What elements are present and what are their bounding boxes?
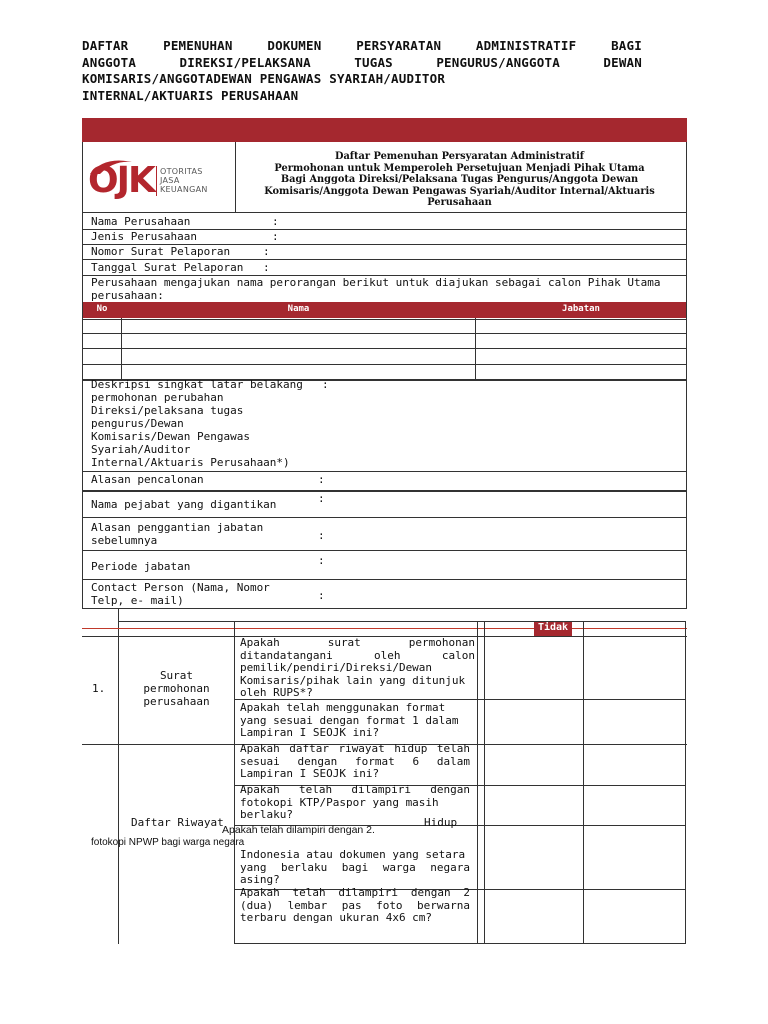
col-header-jabatan: Jabatan	[562, 304, 600, 314]
item-1-q1-line-5: oleh RUPS*?	[240, 686, 313, 699]
form-header-line-1: Daftar Pemenuhan Persyaratan Administratif	[334, 151, 585, 162]
item-2-q2-line-2: fotokopi KTP/Paspor yang masih	[240, 795, 439, 809]
label-nama-pejabat: Nama pejabat yang digantikan	[91, 498, 277, 511]
colon-periode: :	[318, 554, 325, 567]
label-alasan-pencalonan: Alasan pencalonan	[91, 473, 204, 486]
item-1-document	[120, 669, 233, 708]
item-2-q1-line-2: sesuai dengan format 6 dalam	[240, 754, 470, 768]
item-2-q4-line-2: (dua) lembar pas foto berwarna	[240, 898, 470, 912]
title-line-1: DAFTAR PEMENUHAN DOKUMEN PERSYARATAN ADMINISTRATIF BAGI	[82, 38, 642, 53]
deskripsi-line-5: Komisaris/Dewan Pengawas	[91, 430, 250, 443]
item-1-doc-line-3: perusahaan	[143, 695, 210, 708]
colon-contact: :	[318, 589, 325, 602]
item-2-q3-overlay: Apakah telah dilampiri dengan 2.	[222, 824, 375, 836]
item-1-q1-line-2: ditandatangani oleh calon	[240, 648, 475, 662]
logo-mark: OJK	[88, 160, 154, 201]
tidak-label: Tidak	[537, 622, 569, 633]
item-2-q3-line-2: yang berlaku bagi warga negara	[240, 860, 470, 874]
item-2-question-3	[240, 849, 470, 887]
item-2-q2-line-1: Apakah telah dilampiri dengan	[240, 783, 470, 796]
item-1-q1-line-4: Komisaris/pihak lain yang ditunjuk	[240, 673, 466, 687]
colon-alasan-penggantian: :	[318, 529, 325, 542]
contact-line-1: Contact Person (Nama, Nomor	[91, 581, 270, 594]
col-header-nama: Nama	[287, 304, 310, 314]
item-2-document: Daftar Riwayat	[131, 816, 224, 829]
label-nama-perusahaan: Nama Perusahaan	[91, 215, 191, 228]
form-header-line-4: Komisaris/Anggota Dewan Pengawas Syariah/Auditor Internal/Aktuaris	[264, 185, 655, 197]
intro-line-2: perusahaan:	[91, 289, 164, 302]
candidate-table	[82, 318, 687, 381]
deskripsi-line-7: Internal/Aktuaris Perusahaan*)	[91, 456, 290, 469]
deskripsi-line-6: Syariah/Auditor	[91, 443, 191, 456]
deskripsi-line-4: pengurus/Dewan	[91, 417, 184, 430]
label-contact	[91, 581, 270, 607]
item-2-q4-line-3: terbaru dengan ukuran 4x6 cm?	[240, 911, 433, 924]
colon-tanggal-surat: :	[263, 261, 270, 274]
item-1-number: 1.	[92, 682, 106, 695]
label-tanggal-surat: Tanggal Surat Pelaporan	[91, 261, 244, 274]
contact-line-2: Telp, e- mail)	[91, 594, 184, 607]
table-row	[82, 348, 687, 349]
item-2-q4-line-1: Apakah telah dilampiri dengan 2	[240, 886, 470, 899]
alasan-penggantian-line-2: sebelumnya	[91, 534, 158, 547]
intro-text	[91, 276, 661, 302]
item-1-q2-line-3: Lampiran I SEOJK ini?	[240, 726, 380, 739]
alasan-penggantian-line-1: Alasan penggantian jabatan	[91, 521, 264, 534]
item-2-question-4	[240, 887, 470, 925]
ojk-logo	[86, 154, 226, 204]
item-1-doc-line-2: permohonan	[143, 682, 210, 695]
header-red-bar	[82, 118, 687, 142]
item-1-q1-line-3: pemilik/pendiri/Direksi/Dewan	[240, 661, 433, 674]
colon-nomor-surat: :	[263, 245, 270, 258]
form-header-line-2: Permohonan untuk Memperoleh Persetujuan Menjadi Pihak Utama	[274, 162, 645, 174]
item-2-q1-line-1: Apakah daftar riwayat hidup telah	[240, 742, 470, 755]
document-title	[82, 38, 642, 104]
item-1-doc-line-1: Surat	[159, 669, 194, 682]
table-row	[82, 333, 687, 334]
colon-nama-pejabat: :	[318, 492, 325, 505]
item-1-q1-line-1: Apakah surat permohonan	[240, 636, 475, 649]
item-1-q2-line-1: Apakah telah menggunakan format	[240, 701, 446, 714]
item-2-q3-line-3: asing?	[240, 873, 280, 886]
intro-line-1: Perusahaan mengajukan nama perorangan berikut untuk diajukan sebagai calon Pihak Utama	[91, 276, 661, 289]
colon-alasan-pencalonan: :	[318, 473, 325, 486]
form-header-line-5: Perusahaan	[427, 197, 492, 209]
title-line-4: INTERNAL/AKTUARIS PERUSAHAAN	[82, 87, 299, 103]
logo-line-2: JASA	[160, 176, 180, 185]
logo-line-1: OTORITAS	[160, 167, 203, 176]
label-nomor-surat: Nomor Surat Pelaporan	[91, 245, 231, 258]
form-header-text	[236, 151, 683, 209]
deskripsi-line-3: Direksi/pelaksana tugas	[91, 404, 244, 417]
title-line-2: ANGGOTA DIREKSI/PELAKSANA TUGAS PENGURUS/ANGGOTA DEWAN	[82, 54, 642, 70]
label-periode: Periode jabatan	[91, 560, 191, 573]
label-jenis-perusahaan: Jenis Perusahaan	[91, 230, 197, 243]
item-1-question-1	[240, 637, 475, 700]
label-alasan-penggantian	[91, 521, 263, 547]
colon-deskripsi: :	[322, 378, 329, 391]
item-2-q2-line-3: berlaku?	[240, 808, 293, 821]
colon-jenis-perusahaan: :	[272, 230, 279, 243]
item-2-hidup: Hidup	[424, 816, 458, 829]
label-deskripsi	[91, 378, 303, 469]
item-2-q3-left: fotokopi NPWP bagi warga negara	[91, 837, 245, 848]
item-1-question-2	[240, 702, 475, 740]
table-row	[82, 364, 687, 365]
item-2-q3-line-1: Indonesia atau dokumen yang setara	[240, 848, 466, 861]
deskripsi-line-2: permohonan perubahan	[91, 391, 224, 404]
item-2-q1-line-3: Lampiran I SEOJK ini?	[240, 767, 380, 780]
title-line-3: KOMISARIS/ANGGOTADEWAN PENGAWAS SYARIAH/AUDITOR	[82, 71, 446, 86]
form-header-line-3: Bagi Anggota Direksi/Pelaksana Tugas Pengurus/Anggota Dewan	[280, 174, 639, 186]
col-header-no: No	[96, 304, 108, 314]
item-1-q2-line-2: yang sesuai dengan format 1 dalam	[240, 713, 459, 727]
logo-line-3: KEUANGAN	[160, 185, 208, 194]
colon-nama-perusahaan: :	[272, 215, 279, 228]
deskripsi-line-1: Deskripsi singkat latar belakang	[91, 378, 303, 391]
item-2-question-2	[240, 784, 470, 822]
item-2-question-1	[240, 743, 470, 781]
